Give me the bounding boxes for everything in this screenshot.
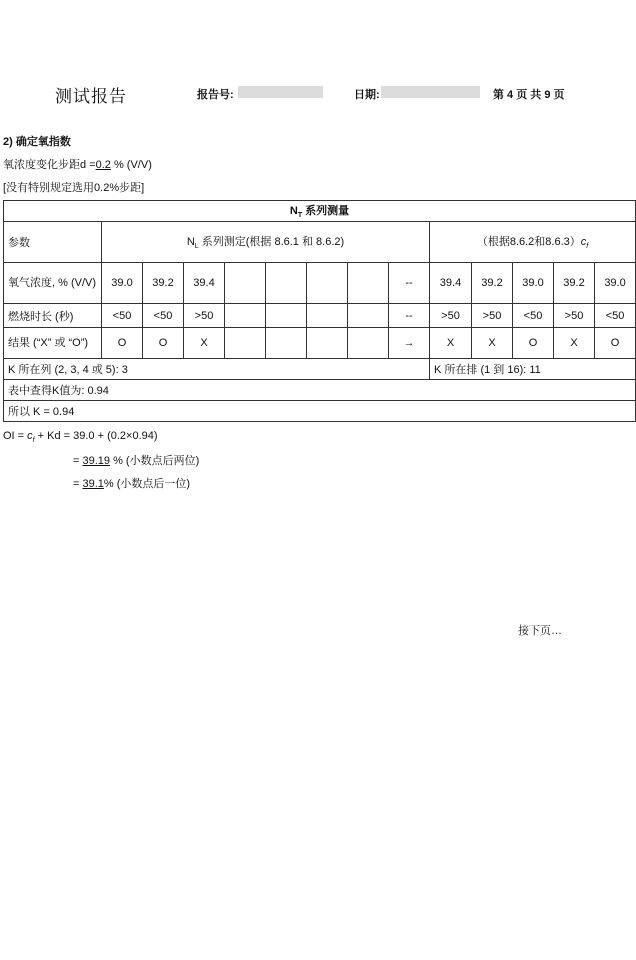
table-row (4, 263, 636, 304)
date-label: 日期: (354, 89, 380, 101)
k-position-row (4, 359, 636, 380)
step-suffix: % (V/V) (110, 159, 152, 171)
cell: O (102, 328, 143, 359)
report-title: 测试报告 (55, 87, 127, 106)
row-label-duration: 燃烧时长 (秒) (4, 304, 102, 328)
formula-line-2: = 39.19 % (小数点后两位) (73, 455, 200, 467)
cell: O (595, 328, 636, 359)
cell (225, 328, 266, 359)
cell: <50 (595, 304, 636, 328)
oi-two-decimals: 39.19 (82, 455, 111, 467)
k-lookup: 表中查得K值为: 0.94 (4, 380, 636, 401)
step-prefix: 氧浓度变化步距d = (3, 159, 96, 171)
table-title-row (4, 201, 636, 222)
cell (307, 263, 348, 304)
cell: X (472, 328, 513, 359)
cell: >50 (184, 304, 225, 328)
cell (266, 263, 307, 304)
separator-cell: -- (389, 304, 430, 328)
cell (266, 304, 307, 328)
cell: X (554, 328, 595, 359)
row-label-oxygen: 氧气浓度, % (V/V) (4, 263, 102, 304)
cell: O (143, 328, 184, 359)
cell (348, 328, 389, 359)
cell: 39.2 (472, 263, 513, 304)
report-number-redacted (238, 86, 323, 98)
step-value: 0.2 (95, 159, 111, 171)
row-label-result: 结果 (“X” 或 “O”) (4, 328, 102, 359)
oxygen-index-table (3, 200, 636, 422)
table-header-row (4, 222, 636, 263)
cell: 39.4 (430, 263, 472, 304)
k-final: 所以 K = 0.94 (4, 401, 636, 422)
cell (348, 263, 389, 304)
cell: >50 (554, 304, 595, 328)
cell: 39.0 (595, 263, 636, 304)
cell: <50 (102, 304, 143, 328)
cell: X (430, 328, 472, 359)
table-row (4, 328, 636, 359)
cell (307, 328, 348, 359)
page-info: 第 4 页 共 9 页 (493, 89, 565, 101)
cell: 39.2 (554, 263, 595, 304)
date-redacted (381, 86, 480, 98)
formula-line-1: OI = $c_f + Kd = 39.0 + (0.2\times 0.94)$ (3, 430, 158, 445)
cell: <50 (513, 304, 554, 328)
formula-line-3: = 39.1% (小数点后一位) (73, 478, 191, 490)
report-number-label: 报告号: (197, 89, 234, 101)
step-line (3, 156, 152, 172)
cell: 39.4 (184, 263, 225, 304)
nl-series-header: $N_L$ 系列测定(根据 8.6.1 和 8.6.2) (102, 222, 430, 263)
cell (348, 304, 389, 328)
separator-cell: -- (389, 263, 430, 304)
arrow-cell: → (389, 328, 430, 359)
cell: 39.0 (513, 263, 554, 304)
continue-note: 接下页… (518, 625, 562, 637)
cell: 39.2 (143, 263, 184, 304)
cell: O (513, 328, 554, 359)
table-row (4, 304, 636, 328)
table-title: $N_T$ 系列测量 (4, 201, 636, 222)
k-final-row (4, 401, 636, 422)
cell: >50 (430, 304, 472, 328)
cell (225, 304, 266, 328)
k-column-info: K 所在列 (2, 3, 4 或 5): 3 (4, 359, 430, 380)
k-lookup-row (4, 380, 636, 401)
cell: <50 (143, 304, 184, 328)
nt-series-header: （根据8.6.2和$8.6.3)c_f$ (430, 222, 636, 263)
cell (307, 304, 348, 328)
cell (225, 263, 266, 304)
section-heading: 2) 确定氧指数 (3, 136, 71, 148)
cell: >50 (472, 304, 513, 328)
step-note: [没有特别规定选用0.2%步距] (3, 182, 145, 194)
cell (266, 328, 307, 359)
cell: 39.0 (102, 263, 143, 304)
k-row-info: K 所在排 (1 到 16): 11 (430, 359, 636, 380)
param-header: 参数 (4, 222, 102, 263)
cell: X (184, 328, 225, 359)
oi-one-decimal: 39.1 (82, 478, 104, 490)
